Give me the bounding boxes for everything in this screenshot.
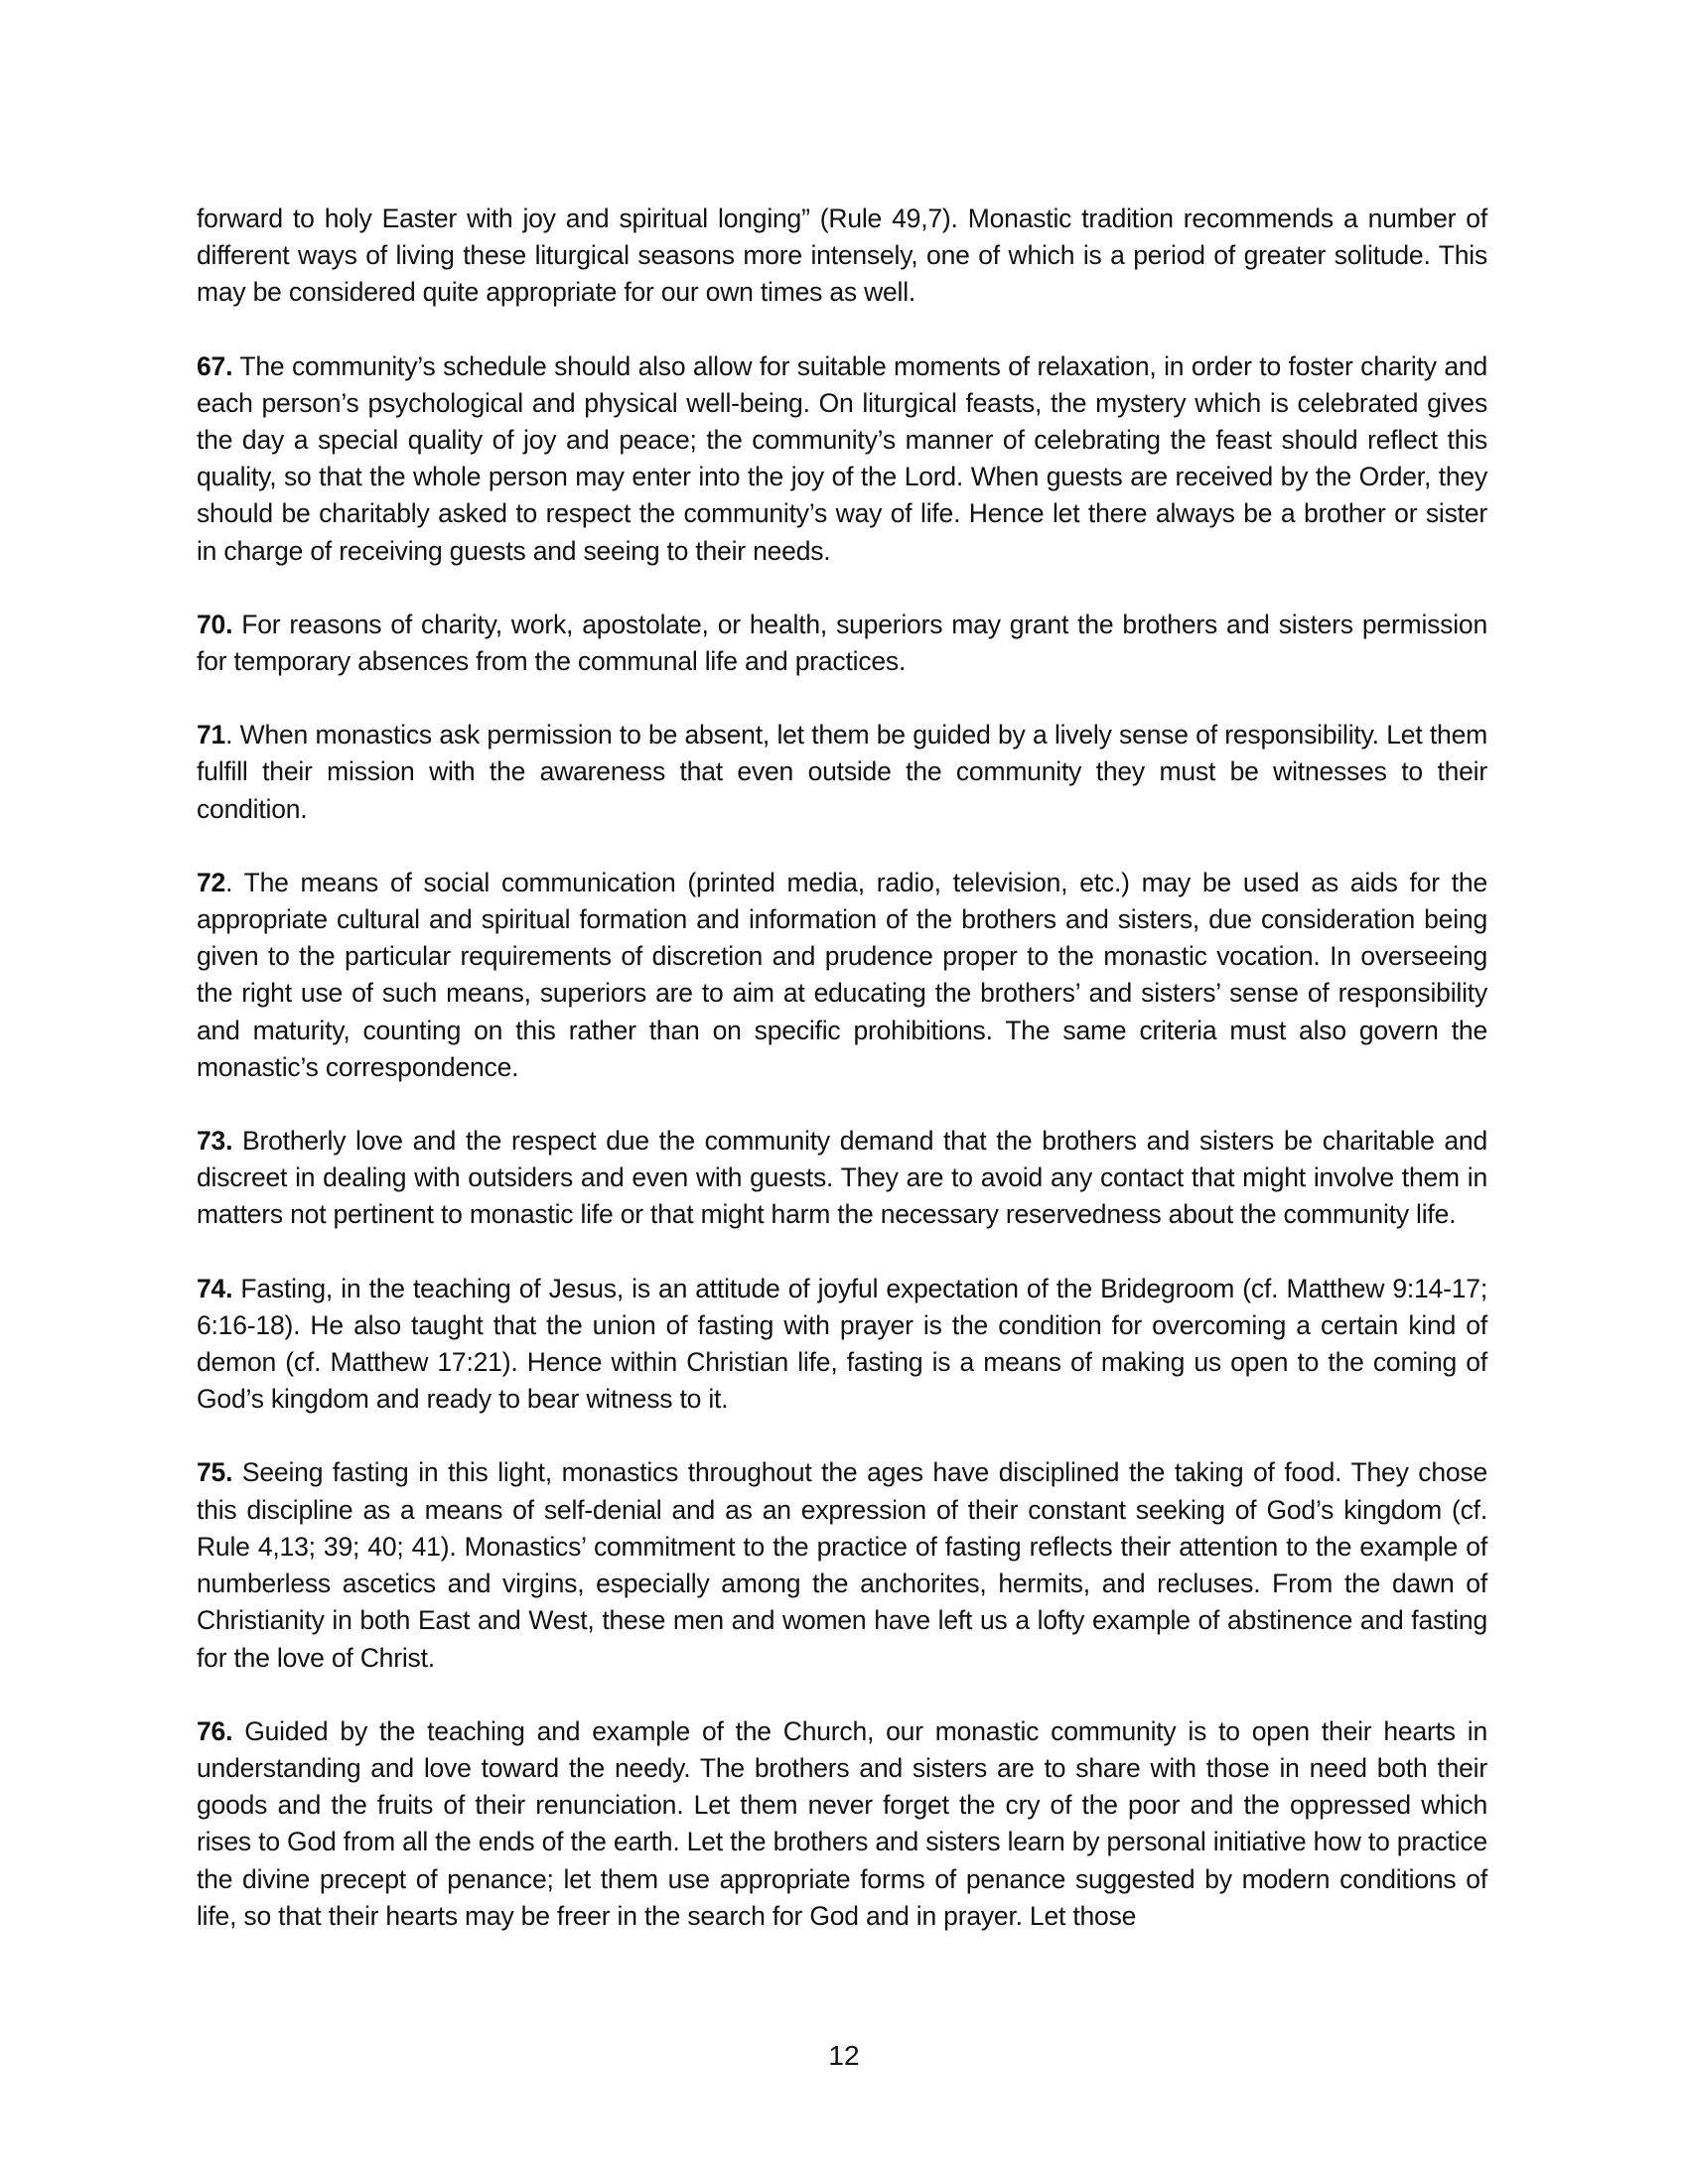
paragraph-number: 75. (197, 1457, 233, 1488)
paragraph-number: 71 (197, 720, 226, 751)
paragraph-text: The community’s schedule should also allow for suitable moments of relaxation, in order to foster charity and each person’s psychological and physical well-being. On liturgical feasts, the mystery which is celebrated gives the day a special quality of joy and peace; the community’s manner of celebrating the feast should reflect this quality, so that the whole person may enter into the joy of the Lord. When guests are received by the Order, they should be charitably asked to respect the community’s way of life. Hence let there always be a brother or sister in charge of receiving guests and seeing to their needs. (197, 350, 1487, 566)
paragraph-73 (197, 1123, 1487, 1234)
paragraph-number: 74. (197, 1273, 233, 1303)
paragraph-text: Fasting, in the teaching of Jesus, is an attitude of joyful expectation of the Bridegroom (cf. Matthew 9:14-17; 6:16-18). He also taught that the union of fasting with prayer is the condition for overcoming a certain kind of demon (cf. Matthew 17:21). Hence within Christian life, fasting is a means of making us open to the coming of God’s kingdom and ready to bear witness to it. (197, 1273, 1487, 1415)
paragraph-text: For reasons of charity, work, apostolate, or health, superiors may grant the brothers and sisters permission for temporary absences from the communal life and practices. (197, 609, 1487, 677)
paragraph-72 (197, 865, 1487, 1086)
paragraph-74 (197, 1271, 1487, 1419)
document-body (197, 201, 1487, 1972)
paragraph-text: . The means of social communication (printed media, radio, television, etc.) may be used as aids for the appropriate cultural and spiritual formation and information of the brothers and sisters, due consideration being given to the particular requirements of discretion and prudence proper to the monastic vocation. In overseeing the right use of such means, superiors are to aim at educating the brothers’ and sisters’ sense of responsibility and maturity, counting on this rather than on specific prohibitions. The same criteria must also govern the monastic’s correspondence. (197, 867, 1487, 1082)
paragraph-number: 76. (197, 1715, 233, 1746)
paragraph-71 (197, 717, 1487, 828)
paragraph-number: 73. (197, 1126, 233, 1157)
paragraph-text: forward to holy Easter with joy and spiritual longing” (Rule 49,7). Monastic tradition recommends a number of different ways of living these liturgical seasons more intensely, one of which is a period of greater solitude. This may be considered quite appropriate for our own times as well. (197, 204, 1487, 308)
paragraph-number: 72 (197, 867, 226, 897)
paragraph-text: Guided by the teaching and example of the Church, our monastic community is to open their hearts in understanding and love toward the needy. The brothers and sisters are to share with those in need both their goods and the fruits of their renunciation. Let them never forget the cry of the poor and the oppressed which rises to God from all the ends of the earth. Let the brothers and sisters learn by personal initiative how to practice the divine precept of penance; let them use appropriate forms of penance suggested by modern conditions of life, so that their hearts may be freer in the search for God and in prayer. Let those (197, 1715, 1487, 1931)
paragraph-continuation (197, 201, 1487, 312)
paragraph-text: Seeing fasting in this light, monastics throughout the ages have disciplined the taking of food. They chose this discipline as a means of self-denial and as an expression of their constant seeking of God’s kingdom (cf. Rule 4,13; 39; 40; 41). Monastics’ commitment to the practice of fasting reflects their attention to the example of numberless ascetics and virgins, especially among the anchorites, hermits, and recluses. From the dawn of Christianity in both East and West, these men and women have left us a lofty example of abstinence and fasting for the love of Christ. (197, 1457, 1487, 1673)
paragraph-75 (197, 1454, 1487, 1676)
paragraph-number: 70. (197, 609, 233, 639)
paragraph-number: 67. (197, 350, 233, 381)
paragraph-76 (197, 1713, 1487, 1935)
page-number: 12 (828, 2040, 860, 2071)
paragraph-70 (197, 607, 1487, 680)
paragraph-text: . When monastics ask permission to be absent, let them be guided by a lively sense of responsibility. Let them fulfill their mission with the awareness that even outside the community they must be witnesses to their condition. (197, 720, 1487, 824)
paragraph-67 (197, 348, 1487, 570)
paragraph-text: Brotherly love and the respect due the community demand that the brothers and sisters be charitable and discreet in dealing with outsiders and even with guests. They are to avoid any contact that might involve them in matters not pertinent to monastic life or that might harm the necessary reservedness about the community life. (197, 1126, 1487, 1230)
